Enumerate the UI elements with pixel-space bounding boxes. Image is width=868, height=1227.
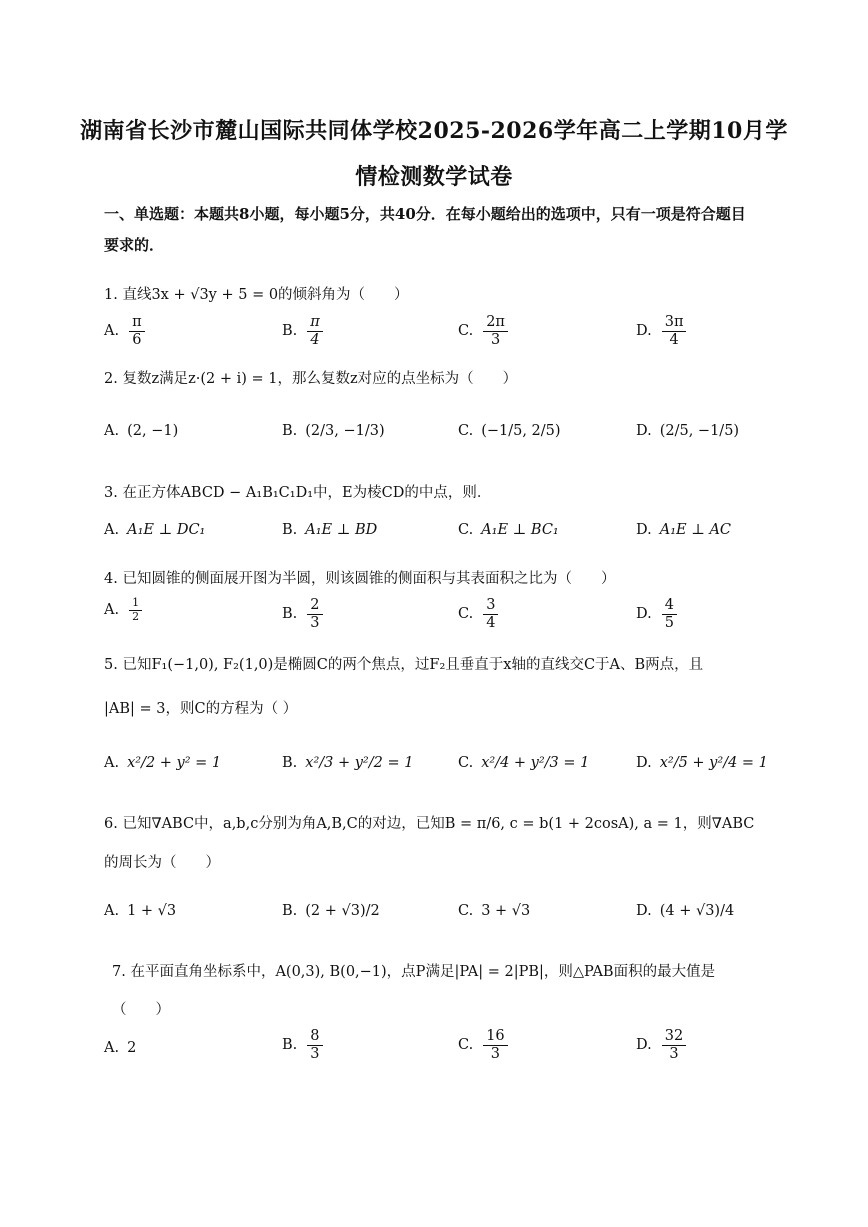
option-value: x²/2 + y² = 1 — [127, 755, 222, 771]
option-value: (−1/5, 2/5) — [481, 423, 561, 439]
q3-option-d — [636, 522, 731, 538]
question-2-stem: 2. 复数z满足z·(2 + i) = 1，那么复数z对应的点坐标为（ ） — [104, 371, 518, 387]
denominator: 6 — [132, 331, 142, 348]
q4-option-a — [104, 597, 144, 623]
option-label: D. — [636, 323, 652, 340]
section-heading: 一、单选题：本题共8小题，每小题5分，共40分．在每小题给出的选项中，只有一项是符合题目 — [104, 205, 746, 223]
option-label: A. — [104, 522, 120, 538]
option-label: A. — [104, 1040, 120, 1056]
section-heading-cont: 要求的． — [104, 236, 165, 254]
numerator: 3π — [662, 314, 687, 332]
option-label: A. — [104, 602, 120, 619]
q1-option-c — [458, 314, 510, 348]
q3-option-b — [282, 522, 377, 538]
option-label: D. — [636, 755, 652, 771]
option-label: C. — [458, 606, 474, 623]
question-7-stem: 7. 在平面直角坐标系中，A(0,3), B(0,−1)，点P满足|PA| = 2|PB|，则△PAB面积的最大值是 — [112, 964, 716, 980]
fraction — [307, 597, 322, 631]
option-value: 1 + √3 — [127, 903, 177, 919]
fraction — [662, 1028, 686, 1062]
option-label: B. — [282, 903, 298, 919]
numerator: 4 — [662, 597, 677, 615]
option-label: A. — [104, 903, 120, 919]
q6-option-b — [282, 903, 380, 919]
option-label: C. — [458, 1037, 474, 1054]
numerator: 2π — [483, 314, 508, 332]
question-6-stem: 6. 已知∇ABC中，a,b,c分别为角A,B,C的对边，已知B = π/6, c = b(1 + 2cosA), a = 1，则∇ABC — [104, 816, 755, 832]
q6-option-d — [636, 903, 734, 919]
option-value: x²/5 + y²/4 = 1 — [659, 755, 768, 771]
q2-option-c — [458, 423, 561, 439]
q7-option-c — [458, 1028, 510, 1062]
q1-option-b — [282, 314, 325, 348]
numerator: 1 — [129, 597, 142, 611]
denominator: 5 — [664, 614, 674, 631]
numerator: π — [307, 314, 323, 332]
option-label: D. — [636, 903, 652, 919]
question-5-stem: 5. 已知F₁(−1,0), F₂(1,0)是椭圆C的两个焦点，过F₂且垂直于x轴的直线交C于A、B两点，且 — [104, 657, 704, 673]
denominator: 3 — [490, 1045, 501, 1062]
q2-option-a — [104, 423, 178, 439]
option-value: A₁E ⊥ BC₁ — [481, 522, 559, 538]
denominator: 4 — [669, 331, 679, 348]
option-label: B. — [282, 606, 298, 623]
q5-option-b — [282, 755, 413, 771]
option-value: A₁E ⊥ DC₁ — [127, 522, 206, 538]
option-value: 3 + √3 — [481, 903, 531, 919]
question-4-stem: 4. 已知圆锥的侧面展开图为半圆，则该圆锥的侧面积与其表面积之比为（ ） — [104, 571, 616, 587]
numerator: 32 — [662, 1028, 686, 1046]
denominator: 3 — [310, 1045, 320, 1062]
option-value: x²/4 + y²/3 = 1 — [481, 755, 590, 771]
fraction — [129, 597, 142, 623]
option-value: 2 — [127, 1040, 137, 1056]
option-value: A₁E ⊥ AC — [659, 522, 732, 538]
denominator: 4 — [486, 614, 496, 631]
numerator: 2 — [307, 597, 322, 615]
exam-title-line2: 情检测数学试卷 — [355, 164, 513, 190]
q2-option-d — [636, 423, 739, 439]
fraction — [483, 597, 498, 631]
denominator: 3 — [490, 331, 501, 348]
option-label: B. — [282, 1037, 298, 1054]
option-label: C. — [458, 323, 474, 340]
q2-option-b — [282, 423, 385, 439]
q7-option-b — [282, 1028, 325, 1062]
fraction — [483, 314, 508, 348]
option-value: (2/3, −1/3) — [305, 423, 385, 439]
exam-title-line1: 湖南省长沙市麓山国际共同体学校2025-2026学年高二上学期10月学 — [80, 118, 788, 144]
fraction — [307, 1028, 322, 1062]
q4-option-d — [636, 597, 679, 631]
q4-option-b — [282, 597, 325, 631]
question-3-stem: 3. 在正方体ABCD − A₁B₁C₁D₁中，E为棱CD的中点，则． — [104, 485, 492, 501]
q7-option-d — [636, 1028, 688, 1062]
q1-option-a — [104, 314, 147, 348]
option-label: D. — [636, 522, 652, 538]
q3-option-c — [458, 522, 559, 538]
option-label: B. — [282, 423, 298, 439]
option-value: A₁E ⊥ BD — [305, 522, 378, 538]
q7-option-a — [104, 1040, 136, 1056]
option-label: B. — [282, 522, 298, 538]
fraction — [483, 1028, 507, 1062]
denominator: 3 — [669, 1045, 679, 1062]
option-label: D. — [636, 606, 652, 623]
fraction — [662, 597, 677, 631]
denominator: 2 — [132, 609, 140, 623]
q6-option-a — [104, 903, 176, 919]
fraction — [662, 314, 687, 348]
option-label: A. — [104, 323, 120, 340]
option-label: C. — [458, 903, 474, 919]
q5-option-a — [104, 755, 221, 771]
question-5-stem-cont: |AB| = 3，则C的方程为（ ） — [104, 701, 298, 717]
option-value: (2, −1) — [127, 423, 179, 439]
denominator: 4 — [310, 331, 320, 348]
q5-option-d — [636, 755, 768, 771]
numerator: 3 — [483, 597, 498, 615]
numerator: π — [129, 314, 145, 332]
option-value: (4 + √3)/4 — [659, 903, 735, 919]
q1-option-d — [636, 314, 688, 348]
fraction — [307, 314, 323, 348]
question-7-stem-cont: （ ） — [112, 1002, 170, 1018]
denominator: 3 — [310, 614, 320, 631]
question-6-stem-cont: 的周长为（ ） — [104, 855, 220, 871]
option-label: B. — [282, 755, 298, 771]
option-value: (2/5, −1/5) — [659, 423, 740, 439]
q5-option-c — [458, 755, 589, 771]
option-label: A. — [104, 755, 120, 771]
q4-option-c — [458, 597, 500, 631]
question-1-stem: 1. 直线3x + √3y + 5 = 0的倾斜角为（ ） — [104, 287, 409, 303]
option-label: C. — [458, 423, 474, 439]
option-label: D. — [636, 423, 652, 439]
option-label: C. — [458, 522, 474, 538]
numerator: 8 — [307, 1028, 322, 1046]
option-label: B. — [282, 323, 298, 340]
q6-option-c — [458, 903, 530, 919]
q3-option-a — [104, 522, 205, 538]
numerator: 16 — [483, 1028, 507, 1046]
option-value: x²/3 + y²/2 = 1 — [305, 755, 414, 771]
option-label: C. — [458, 755, 474, 771]
fraction — [129, 314, 145, 348]
option-label: A. — [104, 423, 120, 439]
option-label: D. — [636, 1037, 652, 1054]
option-value: (2 + √3)/2 — [305, 903, 380, 919]
